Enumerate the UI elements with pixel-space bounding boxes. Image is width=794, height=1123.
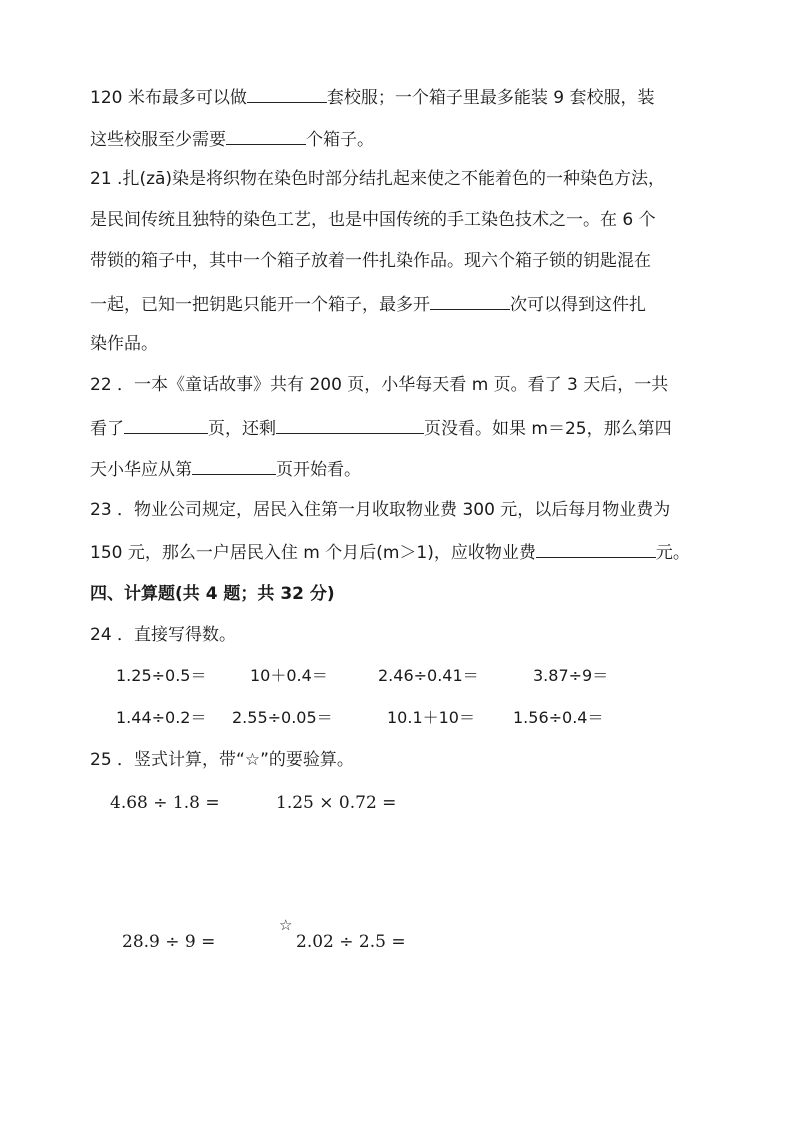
q24-item-3: 2.46÷0.41＝ <box>378 666 479 685</box>
answer-blank-start-page[interactable] <box>192 458 276 475</box>
q21-line-1: 21 .扎(zā)染是将织物在染色时部分结扎起来使之不能着色的一种染色方法， <box>90 169 666 189</box>
q21-text-a: 一起，已知一把钥匙只能开一个箱子，最多开 <box>90 295 430 315</box>
answer-blank-uniforms[interactable] <box>247 86 327 103</box>
q22-text-a: 看了 <box>90 419 124 439</box>
q25-title: 25 ．竖式计算，带“☆”的要验算。 <box>90 750 354 770</box>
q24-item-8: 1.56÷0.4＝ <box>513 708 604 727</box>
q20-text-a: 120 米布最多可以做 <box>90 88 247 108</box>
answer-blank-remaining[interactable] <box>276 417 424 434</box>
answer-blank-read[interactable] <box>124 417 208 434</box>
q24-item-2: 10＋0.4＝ <box>250 666 328 685</box>
q22-text-e: 页开始看。 <box>276 460 361 480</box>
q25-item-2: 1.25 × 0.72 = <box>276 793 397 813</box>
q23-text-a: 150 元，那么一户居民入住 m 个月后(m＞1)，应收物业费 <box>90 543 536 563</box>
answer-blank-attempts[interactable] <box>430 293 510 310</box>
q21-line-3: 带锁的箱子中，其中一个箱子放着一件扎染作品。现六个箱子锁的钥匙混在 <box>90 251 651 271</box>
q21-line-5: 染作品。 <box>90 334 158 354</box>
q23-line-2 <box>90 541 710 563</box>
q23-line-1: 23 ．物业公司规定，居民入住第一月收取物业费 300 元，以后每月物业费为 <box>90 500 671 520</box>
q25-item-1: 4.68 ÷ 1.8 = <box>110 793 220 813</box>
q25-item-4: 2.02 ÷ 2.5 = <box>296 932 406 952</box>
q24-item-4: 3.87÷9＝ <box>533 666 609 685</box>
q22-text-d: 天小华应从第 <box>90 460 192 480</box>
q20-text-c: 这些校服至少需要 <box>90 130 226 150</box>
q20-text-b: 套校服；一个箱子里最多能装 9 套校服，装 <box>326 88 655 108</box>
q21-text-b: 次可以得到这件扎 <box>510 295 646 315</box>
q20-line-2 <box>90 128 710 150</box>
q22-line-3 <box>90 458 710 480</box>
star-icon: ☆ <box>279 916 293 934</box>
q24-item-1: 1.25÷0.5＝ <box>116 666 207 685</box>
q24-item-5: 1.44÷0.2＝ <box>116 708 207 727</box>
q25-item-3: 28.9 ÷ 9 = <box>122 932 216 952</box>
q24-item-7: 10.1＋10＝ <box>387 708 475 727</box>
section-heading: 四、计算题(共 4 题；共 32 分) <box>90 584 335 604</box>
q22-text-c: 页没看。如果 m＝25，那么第四 <box>424 419 672 439</box>
answer-blank-fee[interactable] <box>536 541 656 558</box>
q20-text-d: 个箱子。 <box>306 130 374 150</box>
q23-text-b: 元。 <box>655 543 690 563</box>
q21-line-4 <box>90 293 710 315</box>
q24-title: 24 ．直接写得数。 <box>90 625 237 645</box>
q21-line-2: 是民间传统且独特的染色工艺，也是中国传统的手工染色技术之一。在 6 个 <box>90 210 656 230</box>
q22-line-2 <box>90 417 710 439</box>
answer-blank-boxes[interactable] <box>226 128 306 145</box>
q22-line-1: 22 ．一本《童话故事》共有 200 页，小华每天看 m 页。看了 3 天后，一共 <box>90 375 669 395</box>
q20-line-1 <box>90 86 710 108</box>
q24-item-6: 2.55÷0.05＝ <box>232 708 333 727</box>
q22-text-b: 页，还剩 <box>208 419 276 439</box>
